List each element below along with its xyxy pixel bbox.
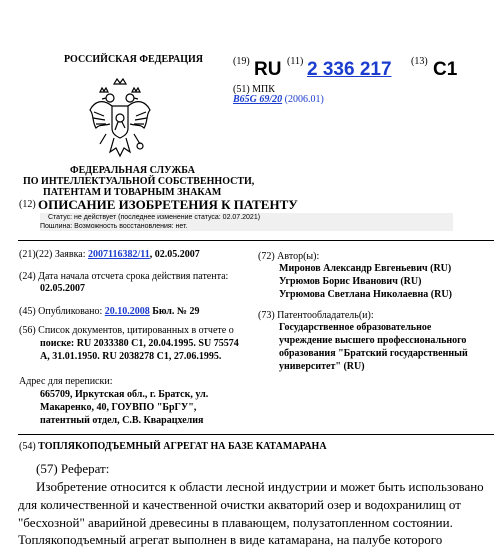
bulletin-number: Бюл. № 29 (149, 306, 200, 317)
application-number-link[interactable]: 2007116382/11 (88, 249, 150, 260)
agency-line-3: ПАТЕНТАМ И ТОВАРНЫМ ЗНАКАМ (43, 187, 222, 198)
coat-of-arms-emblem (88, 76, 152, 160)
abstract-line-3: "бесхозной" аварийной древесины в плавающем, полузатопленном состоянии. (18, 515, 453, 530)
status-box (40, 213, 453, 231)
authors-label: (72) Автор(ы): (258, 251, 320, 262)
ipc-label: (51) МПК (233, 84, 275, 95)
owner-line-1: Государственное образовательное (279, 322, 432, 333)
abstract-line-1: Изобретение относится к области лесной индустрии и может быть использовано (36, 479, 484, 494)
divider-top (18, 240, 494, 241)
cited-line-3: A, 31.01.1950. RU 2038278 C1, 27.06.1995. (40, 351, 222, 362)
fee-line: Пошлина: Возможность восстановления: нет. (40, 223, 188, 230)
term-label: (24) Дата начала отсчета срока действия патента: (19, 271, 229, 282)
owner-line-3: образования "Братский государственный (279, 348, 468, 359)
federation-title: РОССИЙСКАЯ ФЕДЕРАЦИЯ (64, 54, 204, 65)
agency-line-2: ПО ИНТЕЛЛЕКТУАЛЬНОЙ СОБСТВЕННОСТИ, (23, 176, 255, 187)
author-1: Миронов Александр Евгеньевич (RU) (279, 263, 452, 274)
document-title: ОПИСАНИЕ ИЗОБРЕТЕНИЯ К ПАТЕНТУ (38, 197, 298, 212)
divider-bottom (18, 434, 494, 435)
abstract-label: (57) Реферат: (36, 461, 110, 476)
ipc-code-link[interactable]: B65G 69/20 (233, 94, 283, 105)
owner-label: (73) Патентообладатель(и): (258, 310, 374, 321)
published-date-link[interactable]: 20.10.2008 (104, 306, 150, 317)
term-date: 02.05.2007 (40, 283, 85, 294)
author-2: Угрюмов Борис Иванович (RU) (279, 276, 422, 287)
application-label: (21)(22) Заявка: (19, 249, 86, 260)
agency-line-1: ФЕДЕРАЛЬНАЯ СЛУЖБА (70, 165, 195, 176)
inid-12: (12) (19, 199, 36, 210)
address-line-1: 665709, Иркутская обл., г. Братск, ул. (40, 389, 209, 400)
application-date: , 02.05.2007 (149, 249, 200, 260)
inid-19: (19) (233, 56, 250, 67)
owner-line-2: учреждение высшего профессионального (279, 335, 467, 346)
published-label: (45) Опубликовано: (19, 306, 103, 317)
patent-number-link[interactable]: 2 336 217 (307, 59, 392, 80)
abstract-line-4: Топлякоподъемный агрегат выполнен в виде катамарана, на палубе которого (18, 532, 443, 547)
inid-13: (13) (411, 56, 428, 67)
owner-line-4: университет" (RU) (279, 361, 365, 372)
address-label: Адрес для переписки: (19, 376, 113, 387)
country-code: RU (254, 59, 282, 80)
ipc-version: (2006.01) (284, 94, 324, 105)
address-line-2: Макаренко, 40, ГОУВПО "БрГУ", (40, 402, 197, 413)
cited-line-1: (56) Список документов, цитированных в отчете о (19, 325, 234, 336)
invention-title: ТОПЛЯКОПОДЪЕМНЫЙ АГРЕГАТ НА БАЗЕ КАТАМАРАНА (38, 441, 327, 452)
inid-54: (54) (19, 441, 36, 452)
cited-line-2: поиске: RU 2033380 C1, 20.04.1995. SU 75574 (40, 338, 239, 349)
abstract-line-2: для количественной и качественной очистки акваторий озер и водохранилищ от (18, 497, 461, 512)
kind-code: C1 (433, 59, 458, 80)
author-3: Угрюмова Светлана Николаевна (RU) (279, 289, 452, 300)
status-line: Статус: не действует (последнее изменение статуса: 02.07.2021) (48, 214, 261, 221)
address-line-3: патентный отдел, С.В. Кварацхелия (40, 415, 204, 426)
inid-11: (11) (287, 56, 304, 67)
